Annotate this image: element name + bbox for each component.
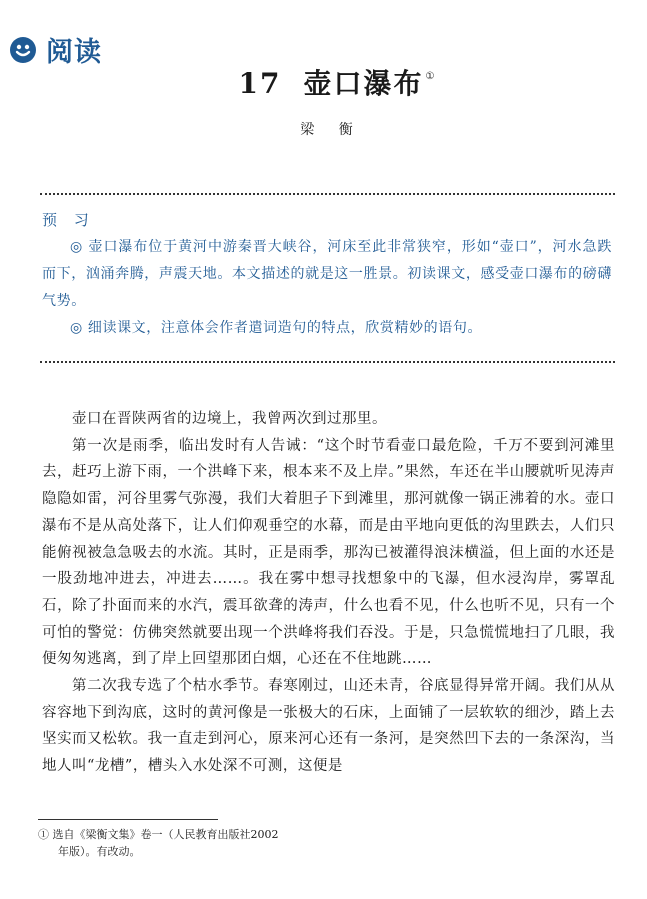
- footnote-line: 年版）。有改动。: [58, 845, 141, 858]
- paragraph: 第一次是雨季，临出发时有人告诫：“这个时节看壶口最危险，千万不要到河滩里去，赶巧上游下雨，一个洪峰下来，根本来不及上岸。”果然，车还在半山腰就听见涛声隐隐如雷，河谷里雾气弥漫，我们大着胆子下到滩里，那河就像一锅正沸着的水。壶口瀑布不是从高处落下，让人们仰观垂空的水幕，而是由平地向更低的沟里跌去，人们只能俯视被急急吸去的水流。其时，正是雨季，那沟已被灌得浪沫横溢，但上面的水还是一股劲地冲进去，冲进去……。我在雾中想寻找想象中的飞瀑，但水浸沟岸，雾罩乱石，除了扑面而来的水汽，震耳欲聋的涛声，什么也看不见，什么也听不见，只有一个可怕的警觉：仿佛突然就要出现一个洪峰将我们吞没。于是，只急慌慌地扫了几眼，我便匆匆逃离，到了岸上回望那团白烟，心还在不住地跳……: [42, 437, 615, 668]
- footnote-line: ① 选自《梁衡文集》卷一（人民教育出版社2002: [38, 828, 279, 841]
- lesson-title: [239, 62, 437, 102]
- divider-bottom: [40, 361, 615, 363]
- footnote-rule: [38, 819, 218, 820]
- preview-item: ◎ 壶口瀑布位于黄河中游秦晋大峡谷，河床至此非常狭窄，形如“壶口”，河水急跌而下，汹涌奔腾，声震天地。本文描述的就是这一胜景。初读课文，感受壶口瀑布的磅礴气势。: [42, 239, 612, 309]
- paragraph: 壶口在晋陕两省的边境上，我曾两次到过那里。: [72, 411, 387, 427]
- author: 梁 衡: [300, 122, 363, 138]
- footnote: [38, 826, 338, 860]
- preview-heading: 预 习: [42, 211, 95, 229]
- lesson-title-row: [0, 62, 647, 102]
- paragraph: 第二次我专选了个枯水季节。春寒刚过，山还未青，谷底显得异常开阔。我们从从容容地下到沟底，这时的黄河像是一张极大的石床，上面铺了一层软软的细沙，踏上去坚实而又松软。我一直走到河心，原来河心还有一条河，是突然凹下去的一条深沟，当地人叫“龙槽”，槽头入水处深不可测，这便是: [42, 678, 615, 775]
- body-text: [42, 406, 615, 780]
- section-label: 阅读: [46, 37, 102, 68]
- title-footnote-marker: ①: [425, 71, 437, 82]
- lesson-number: 17: [238, 67, 282, 100]
- smiley-icon: [10, 37, 36, 63]
- divider-top: [40, 193, 615, 195]
- preview-box: [42, 209, 612, 342]
- preview-item: ◎ 细读课文，注意体会作者遣词造句的特点，欣赏精妙的语句。: [70, 320, 483, 336]
- lesson-title-text: 壶口瀑布: [303, 67, 424, 100]
